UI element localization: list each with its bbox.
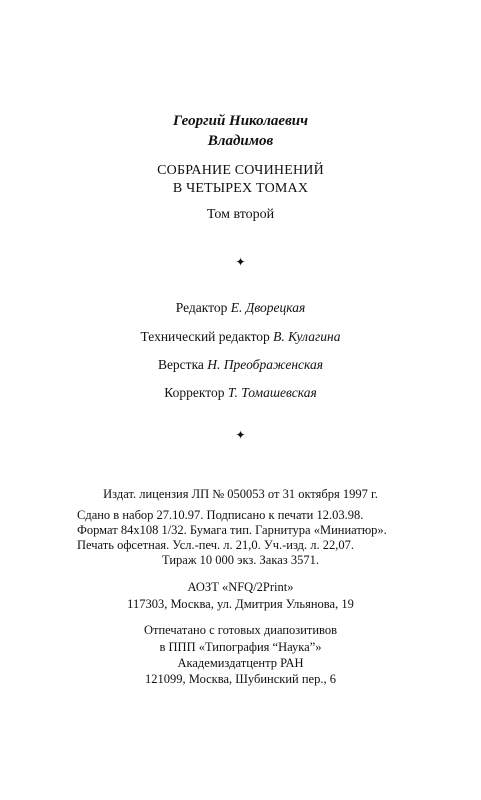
collection-title-line1: СОБРАНИЕ СОЧИНЕНИЙ	[157, 163, 324, 178]
author-last-name: Владимов	[207, 133, 274, 149]
credit-editor-role: Редактор	[175, 300, 228, 315]
collection-title-line2: В ЧЕТЫРЕХ ТОМАХ	[172, 181, 309, 196]
printer-line-2: в ППП «Типография “Наука”»	[159, 640, 322, 654]
author-first-name: Георгий Николаевич	[173, 113, 308, 129]
publisher-name: АОЗТ «NFQ/2Print»	[187, 580, 294, 594]
ornament-top: ✦	[235, 255, 246, 269]
publisher-address: 117303, Москва, ул. Дмитрия Ульянова, 19	[127, 597, 354, 611]
credit-proofreader-name: Т. Томашевская	[227, 385, 317, 400]
publishing-license: Издат. лицензия ЛП № 050053 от 31 октября 1997 г.	[103, 487, 378, 501]
printer-line-1: Отпечатано с готовых диапозитивов	[143, 623, 338, 637]
print-run: Тираж 10 000 экз. Заказ 3571.	[162, 553, 319, 567]
printer-address: 121099, Москва, Шубинский пер., 6	[145, 672, 336, 686]
credit-layout-role: Верстка	[157, 357, 204, 372]
imprint-detail-3: Печать офсетная. Усл.-печ. л. 21,0. Уч.-изд. л. 22,07.	[77, 538, 355, 552]
credit-editor	[0, 300, 481, 316]
credit-layout	[0, 357, 481, 373]
printer-line-3: Академиздатцентр РАН	[177, 656, 304, 670]
credit-tech-editor-name: В. Кулагина	[273, 329, 341, 344]
credit-proofreader-role: Корректор	[164, 385, 225, 400]
credit-layout-name: Н. Преображенская	[207, 357, 324, 372]
credit-editor-name: Е. Дворецкая	[230, 300, 306, 315]
imprint-detail-1: Сдано в набор 27.10.97. Подписано к печати 12.03.98.	[77, 508, 364, 522]
volume-label: Том второй	[206, 207, 275, 222]
imprint-detail-2: Формат 84x108 1/32. Бумага тип. Гарнитура «Миниатюр».	[77, 523, 387, 537]
credit-proofreader	[0, 385, 481, 401]
credit-tech-editor-role: Технический редактор	[140, 329, 270, 344]
ornament-bottom: ✦	[235, 428, 246, 442]
credit-tech-editor	[0, 329, 481, 345]
